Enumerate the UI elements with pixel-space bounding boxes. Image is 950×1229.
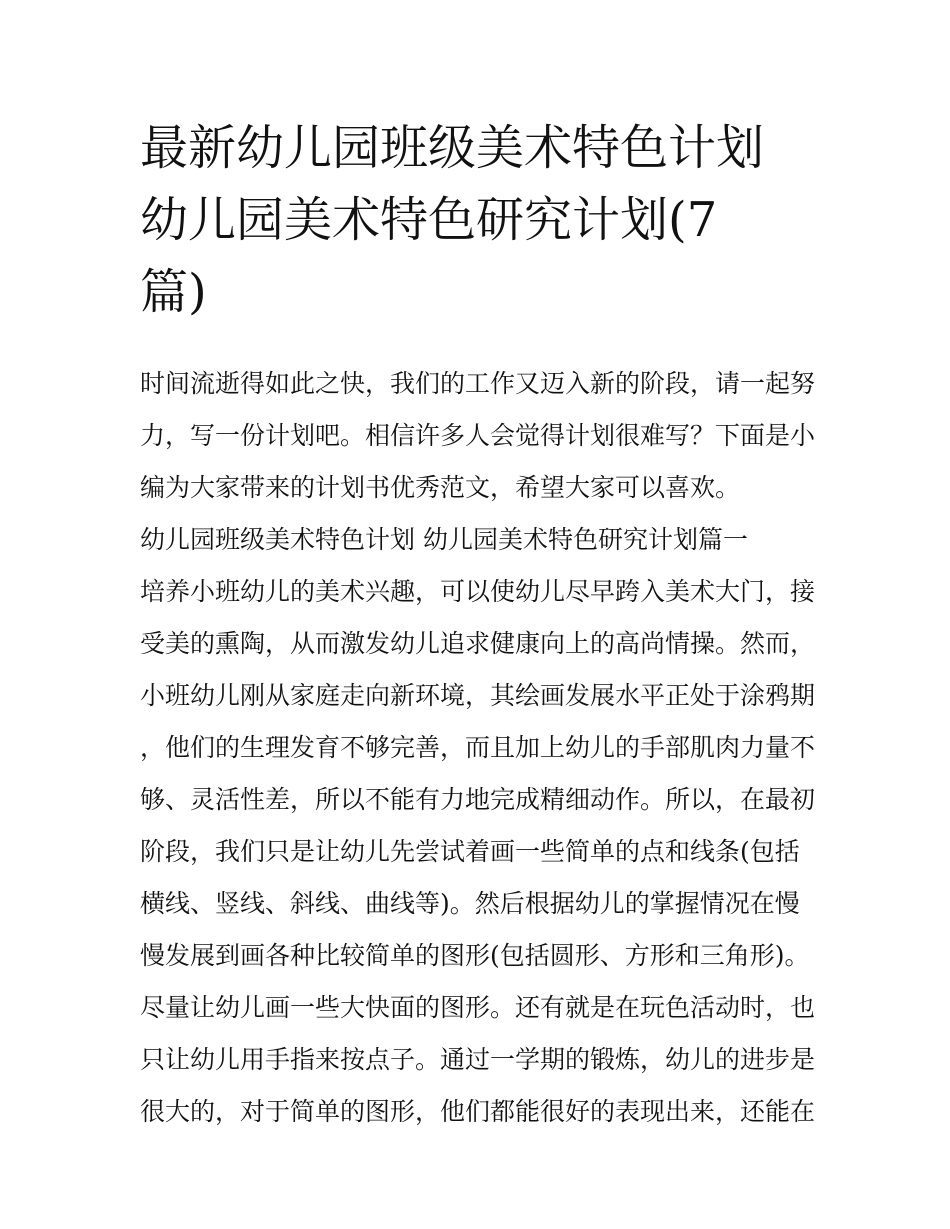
section-line-2: 受美的熏陶，从而激发幼儿追求健康向上的高尚情操。然而， <box>140 629 816 658</box>
title-line-1: 最新幼儿园班级美术特色计划 <box>140 120 765 176</box>
intro-line-3: 编为大家带来的计划书优秀范文，希望大家可以喜欢。 <box>140 473 741 502</box>
intro-line-1: 时间流逝得如此之快，我们的工作又迈入新的阶段，请一起努 <box>140 369 816 398</box>
document-body <box>140 358 815 1138</box>
section-line-8: 慢发展到画各种比较简单的图形(包括圆形、方形和三角形)。 <box>140 941 810 970</box>
section-heading <box>140 514 815 566</box>
section-line-11: 很大的，对于简单的图形，他们都能很好的表现出来，还能在 <box>140 1097 816 1126</box>
section-line-5: 够、灵活性差，所以不能有力地完成精细动作。所以，在最初 <box>140 785 816 814</box>
intro-paragraph <box>140 358 815 514</box>
section-line-10: 只让幼儿用手指来按点子。通过一学期的锻炼，幼儿的进步是 <box>140 1045 816 1074</box>
section-line-3: 小班幼儿刚从家庭走向新环境，其绘画发展水平正处于涂鸦期 <box>140 681 816 710</box>
title-line-2: 幼儿园美术特色研究计划(7 <box>140 192 718 248</box>
section-line-9: 尽量让幼儿画一些大快面的图形。还有就是在玩色活动时，也 <box>140 993 816 1022</box>
document-title <box>140 112 820 328</box>
section-paragraph <box>140 566 815 1138</box>
title-line-3: 篇) <box>140 264 207 320</box>
section-line-4: ，他们的生理发育不够完善，而且加上幼儿的手部肌肉力量不 <box>140 733 816 762</box>
section-line-1: 培养小班幼儿的美术兴趣，可以使幼儿尽早跨入美术大门，接 <box>140 577 816 606</box>
section-heading-text: 幼儿园班级美术特色计划 幼儿园美术特色研究计划篇一 <box>140 525 748 554</box>
section-line-6: 阶段，我们只是让幼儿先尝试着画一些简单的点和线条(包括 <box>140 837 800 866</box>
section-line-7: 横线、竖线、斜线、曲线等)。然后根据幼儿的掌握情况在慢 <box>140 889 800 918</box>
intro-line-2: 力，写一份计划吧。相信许多人会觉得计划很难写？下面是小 <box>140 421 816 450</box>
